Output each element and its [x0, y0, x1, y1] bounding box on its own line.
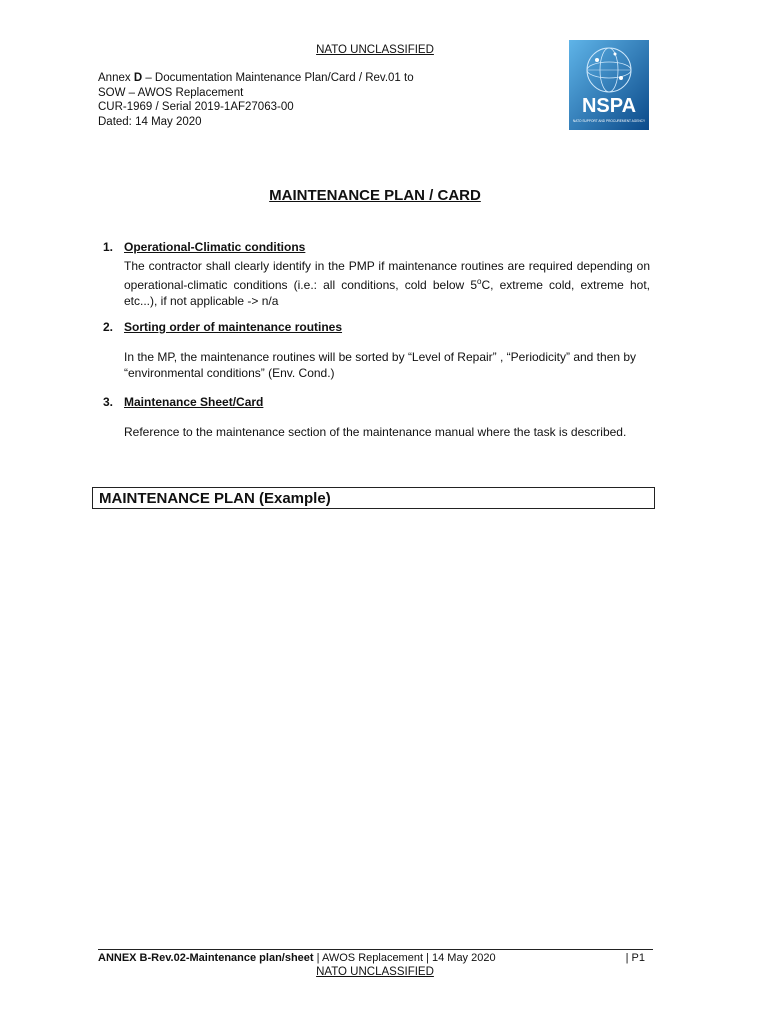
document-header [98, 71, 414, 129]
maintenance-plan-box [92, 487, 655, 509]
logo-text: NSPA [581, 95, 637, 117]
section-2-body: In the MP, the maintenance routines will be sorted by “Level of Repair” , “Periodicity” and then by “environmental conditions” (Env. Cond.) [124, 350, 637, 380]
annex-title: – Documentation Maintenance Plan/Card / Rev.01 to [142, 72, 414, 84]
page-title [0, 187, 750, 204]
nspa-logo [569, 40, 649, 130]
annex-letter: D [133, 72, 143, 84]
header-line-date: Dated: 14 May 2020 [98, 115, 202, 128]
section-2-heading: Sorting order of maintenance routines [124, 320, 343, 334]
footer-details: | AWOS Replacement | 14 May 2020 [313, 952, 496, 964]
section-3-heading: Maintenance Sheet/Card [124, 395, 264, 409]
footer-page-number: | P1 [625, 952, 645, 964]
logo-subtext: NATO SUPPORT AND PROCUREMENT AGENCY [572, 119, 646, 123]
section-1-body-a: The contractor shall clearly identify in the PMP if maintenance routines are required depending on operational-climatic conditions (i.e.: all conditions, cold below 5 [124, 259, 650, 292]
page-footer [98, 952, 653, 964]
annex-prefix: Annex [98, 72, 134, 84]
degree-sup: o [477, 277, 482, 286]
section-3-number: 3. [103, 395, 114, 409]
top-classification: NATO UNCLASSIFIED [316, 44, 434, 56]
page-title-text: MAINTENANCE PLAN / CARD [269, 187, 481, 204]
section-1-heading: Operational-Climatic conditions [124, 240, 306, 254]
section-3-body: Reference to the maintenance section of the maintenance manual where the task is described. [124, 425, 627, 439]
section-1-number: 1. [103, 240, 114, 254]
section-1-body-b: C, extreme cold, extreme hot, etc...), if not applicable -> n/a [124, 278, 650, 308]
header-line-annex [98, 71, 414, 86]
bottom-classification: NATO UNCLASSIFIED [316, 966, 434, 978]
header-line-serial: CUR-1969 / Serial 2019-1AF27063-00 [98, 101, 294, 113]
section-2-number: 2. [103, 320, 114, 334]
section-1-body [124, 258, 650, 309]
header-line-sow: SOW – AWOS Replacement [98, 86, 244, 99]
maintenance-plan-title: MAINTENANCE PLAN (Example) [99, 490, 331, 507]
footer-divider [98, 949, 653, 950]
footer-document-id: ANNEX B-Rev.02-Maintenance plan/sheet [98, 952, 314, 964]
